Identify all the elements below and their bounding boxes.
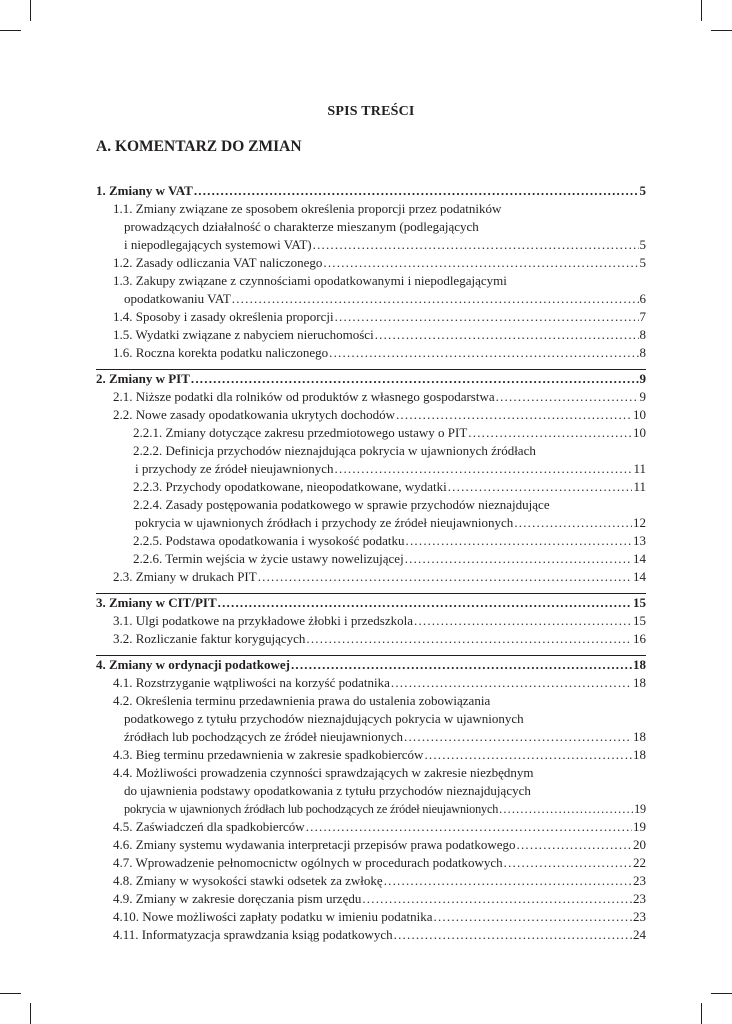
dot-leader — [499, 800, 633, 818]
toc-entry-title: 2.1. Niższe podatki dla rolników od produktów z własnego gospodarstwa — [113, 389, 495, 404]
toc-entry[interactable] — [96, 442, 646, 478]
toc-entry-line: 2.2.4. Zasady postępowania podatkowego w sprawie przychodów nieznajdujące — [133, 497, 550, 512]
toc-entry[interactable] — [96, 692, 646, 746]
dot-leader — [258, 568, 632, 586]
toc-entry[interactable] — [96, 872, 646, 890]
dot-leader — [191, 370, 639, 388]
toc-entry-line — [96, 630, 646, 648]
toc-entry-line — [96, 290, 646, 308]
toc-entry-line — [96, 818, 646, 836]
toc-page-number: 16 — [633, 631, 646, 646]
toc-chapter-title: 3. Zmiany w CIT/PIT — [96, 595, 217, 610]
toc-entry-title: 2.2.6. Termin wejścia w życie ustawy nowelizującej — [133, 551, 404, 566]
toc-entry-title: pokrycia w ujawnionych źródłach lub pochodzących ze źródeł nieujawnionych — [124, 802, 499, 816]
dot-leader — [313, 236, 639, 254]
toc-entry[interactable] — [96, 344, 646, 362]
toc-entry-line — [96, 388, 646, 406]
toc-entry[interactable] — [96, 308, 646, 326]
toc-page-number: 9 — [639, 389, 646, 404]
toc-entry-title: opodatkowaniu VAT — [124, 291, 231, 306]
toc-page-number: 7 — [639, 309, 646, 324]
toc-entry-line: 2.2.2. Definicja przychodów nieznajdująca pokrycia w ujawnionych źródłach — [133, 443, 536, 458]
dot-leader — [323, 254, 638, 272]
toc-section — [96, 655, 646, 944]
toc-entry[interactable] — [96, 326, 646, 344]
dot-leader — [504, 854, 632, 872]
toc-page-number: 15 — [633, 595, 646, 610]
toc-page-number: 8 — [639, 345, 646, 360]
crop-mark — [711, 993, 732, 994]
toc-page-number: 9 — [639, 371, 646, 386]
toc-entry-title: 4.5. Zaświadczeń dla spadkobierców — [113, 819, 305, 834]
dot-leader — [375, 326, 639, 344]
toc-entry[interactable] — [96, 908, 646, 926]
toc-chapter-title: 1. Zmiany w VAT — [96, 183, 193, 198]
toc-entry-title: i niepodlegających systemowi VAT) — [124, 237, 312, 252]
dot-leader — [306, 630, 632, 648]
toc-entry-title: 4.9. Zmiany w zakresie doręczania pism urzędu — [113, 891, 362, 906]
toc-entry-line — [96, 514, 646, 532]
dot-leader — [306, 818, 632, 836]
toc-entry-line — [96, 254, 646, 272]
toc-entry-line — [96, 568, 646, 586]
toc-entry-title: 4.8. Zmiany w wysokości stawki odsetek za zwłokę — [113, 873, 383, 888]
toc-chapter-entry[interactable] — [96, 370, 646, 388]
dot-leader — [291, 656, 632, 674]
crop-mark — [0, 30, 21, 31]
toc-entry[interactable] — [96, 200, 646, 254]
toc-entry-line: 1.1. Zmiany związane ze sposobem określenia proporcji przez podatników — [113, 201, 502, 216]
toc-page-number: 22 — [633, 855, 646, 870]
dot-leader — [414, 612, 632, 630]
toc-entry-title: 1.4. Sposoby i zasady określenia proporcji — [113, 309, 334, 324]
toc-entry[interactable] — [96, 746, 646, 764]
toc-entry[interactable] — [96, 630, 646, 648]
toc-entry-line — [96, 424, 646, 442]
toc-page-number: 18 — [633, 675, 646, 690]
toc-entry[interactable] — [96, 272, 646, 308]
toc-entry[interactable] — [96, 836, 646, 854]
toc-entry-line — [96, 800, 646, 818]
toc-entry-line: 4.2. Określenia terminu przedawnienia prawa do ustalenia zobowiązania — [113, 693, 491, 708]
toc-page-number: 11 — [633, 461, 646, 476]
toc-entry-title: 4.10. Nowe możliwości zapłaty podatku w imieniu podatnika — [113, 909, 433, 924]
toc-page-number: 24 — [633, 927, 646, 942]
toc-entry-line: podatkowego z tytułu przychodów nieznajdujących pokrycia w ujawnionych — [124, 711, 524, 726]
toc-entry-title: 4.1. Rozstrzyganie wątpliwości na korzyść podatnika — [113, 675, 390, 690]
toc-entry-line — [96, 236, 646, 254]
toc-entry-line: 1.3. Zakupy związane z czynnościami opodatkowanymi i niepodlegającymi — [113, 273, 507, 288]
toc-entry[interactable] — [96, 926, 646, 944]
toc-entry-title: 4.6. Zmiany systemu wydawania interpretacji przepisów prawa podatkowego — [113, 837, 516, 852]
toc-chapter-entry[interactable] — [96, 594, 646, 612]
toc-entry[interactable] — [96, 478, 646, 496]
toc-entry-line — [96, 344, 646, 362]
toc-entry-line — [96, 926, 646, 944]
toc-entry-title: pokrycia w ujawnionych źródłach i przychody ze źródeł nieujawnionych — [135, 515, 514, 530]
dot-leader — [405, 550, 632, 568]
dot-leader — [384, 872, 632, 890]
toc-entry-line — [96, 550, 646, 568]
dot-leader — [517, 836, 632, 854]
toc-page-number: 10 — [633, 425, 646, 440]
toc-page-number: 18 — [633, 729, 646, 744]
dot-leader — [394, 926, 632, 944]
toc-entry[interactable] — [96, 550, 646, 568]
toc-section — [96, 593, 646, 648]
toc-chapter-title: 4. Zmiany w ordynacji podatkowej — [96, 657, 290, 672]
toc-entry-title: i przychody ze źródeł nieujawnionych — [135, 461, 334, 476]
toc-entry-title: 4.7. Wprowadzenie pełnomocnictw ogólnych w procedurach podatkowych — [113, 855, 503, 870]
toc-page-number: 15 — [633, 613, 646, 628]
toc-page-number: 19 — [634, 802, 646, 816]
dot-leader — [335, 460, 633, 478]
toc-entry-line: prowadzących działalność o charakterze mieszanym (podlegających — [124, 219, 479, 234]
toc-entry-line — [96, 872, 646, 890]
toc-entry[interactable] — [96, 254, 646, 272]
toc-entry-title: 2.3. Zmiany w drukach PIT — [113, 569, 257, 584]
toc-entry-line — [96, 308, 646, 326]
crop-mark — [701, 1003, 702, 1024]
toc-entry-title: 1.6. Roczna korekta podatku naliczonego — [113, 345, 329, 360]
dot-leader — [468, 424, 632, 442]
toc-entry-title: 1.2. Zasady odliczania VAT naliczonego — [113, 255, 323, 270]
toc-entry-line — [96, 532, 646, 550]
toc-entry-title: 3.2. Rozliczanie faktur korygujących — [113, 631, 306, 646]
toc-entry[interactable] — [96, 568, 646, 586]
toc-entry-title: 3.1. Ulgi podatkowe na przykładowe żłobki i przedszkola — [113, 613, 413, 628]
toc-page-number: 19 — [633, 819, 646, 834]
toc-page-number: 6 — [639, 291, 646, 306]
crop-mark — [711, 30, 732, 31]
dot-leader — [194, 182, 639, 200]
dot-leader — [514, 514, 632, 532]
toc-page-number: 23 — [633, 873, 646, 888]
dot-leader — [396, 406, 632, 424]
toc-chapter-entry[interactable] — [96, 182, 646, 200]
dot-leader — [404, 728, 632, 746]
toc-section — [96, 182, 646, 362]
toc-page-number: 14 — [633, 551, 646, 566]
toc-page-number: 20 — [633, 837, 646, 852]
toc-page-number: 10 — [633, 407, 646, 422]
toc-entry[interactable] — [96, 406, 646, 424]
toc-entry-line — [96, 854, 646, 872]
dot-leader — [335, 308, 639, 326]
toc-section — [96, 369, 646, 586]
toc-entry-line — [96, 326, 646, 344]
dot-leader — [448, 478, 633, 496]
crop-mark — [30, 0, 31, 21]
toc-entry[interactable] — [96, 854, 646, 872]
toc-page-number: 8 — [639, 327, 646, 342]
toc-page-number: 11 — [633, 479, 646, 494]
toc-entry[interactable] — [96, 424, 646, 442]
dot-leader — [362, 890, 632, 908]
toc-entry-title: źródłach lub pochodzących ze źródeł nieujawnionych — [124, 729, 404, 744]
toc-entry-line — [96, 674, 646, 692]
toc-entry-line — [96, 406, 646, 424]
toc-entry[interactable] — [96, 496, 646, 532]
dot-leader — [434, 908, 632, 926]
page-title: SPIS TREŚCI — [327, 104, 415, 119]
toc-page-number: 18 — [633, 657, 646, 672]
toc-entry-line — [96, 890, 646, 908]
toc-entry[interactable] — [96, 388, 646, 406]
toc-page-number: 5 — [639, 237, 646, 252]
toc-entry[interactable] — [96, 890, 646, 908]
dot-leader — [391, 674, 632, 692]
crop-mark — [30, 1003, 31, 1024]
dot-leader — [329, 344, 638, 362]
crop-mark — [0, 993, 21, 994]
toc-chapter-entry[interactable] — [96, 656, 646, 674]
dot-leader — [232, 290, 639, 308]
toc-entry-line — [96, 836, 646, 854]
toc-entry-line — [96, 478, 646, 496]
toc-entry[interactable] — [96, 612, 646, 630]
toc-entry-title: 4.11. Informatyzacja sprawdzania ksiąg podatkowych — [113, 927, 393, 942]
toc-entry[interactable] — [96, 674, 646, 692]
toc-entry-title: 2.2.1. Zmiany dotyczące zakresu przedmiotowego ustawy o PIT — [133, 425, 468, 440]
toc-entry-line — [96, 908, 646, 926]
toc-entry-title: 2.2.5. Podstawa opodatkowania i wysokość podatku — [133, 533, 405, 548]
toc-entry-line — [96, 746, 646, 764]
dot-leader — [406, 532, 632, 550]
toc-entry-line: 4.4. Możliwości prowadzenia czynności sprawdzających w zakresie niezbędnym — [113, 765, 534, 780]
toc-entry-title: 2.2.3. Przychody opodatkowane, nieopodatkowane, wydatki — [133, 479, 447, 494]
dot-leader — [218, 594, 632, 612]
toc-entry[interactable] — [96, 818, 646, 836]
toc-entry[interactable] — [96, 764, 646, 818]
toc-entry-title: 4.3. Bieg terminu przedawnienia w zakresie spadkobierców — [113, 747, 424, 762]
toc-entry[interactable] — [96, 532, 646, 550]
toc-entry-title: 2.2. Nowe zasady opodatkowania ukrytych dochodów — [113, 407, 395, 422]
toc-chapter-title: 2. Zmiany w PIT — [96, 371, 190, 386]
table-of-contents — [96, 182, 646, 944]
toc-entry-line — [96, 460, 646, 478]
toc-entry-title: 1.5. Wydatki związane z nabyciem nieruchomości — [113, 327, 374, 342]
dot-leader — [496, 388, 639, 406]
section-heading: A. KOMENTARZ DO ZMIAN — [96, 138, 302, 155]
toc-page-number: 14 — [633, 569, 646, 584]
dot-leader — [424, 746, 632, 764]
toc-page-number: 13 — [633, 533, 646, 548]
toc-page-number: 18 — [633, 747, 646, 762]
toc-page-number: 12 — [633, 515, 646, 530]
toc-entry-line: do ujawnienia podstawy opodatkowania z tytułu przychodów nieznajdujących — [124, 783, 531, 798]
crop-mark — [701, 0, 702, 21]
toc-entry-line — [96, 728, 646, 746]
toc-page-number: 23 — [633, 909, 646, 924]
toc-page-number: 23 — [633, 891, 646, 906]
toc-entry-line — [96, 612, 646, 630]
toc-page-number: 5 — [639, 255, 646, 270]
toc-page-number: 5 — [639, 183, 646, 198]
